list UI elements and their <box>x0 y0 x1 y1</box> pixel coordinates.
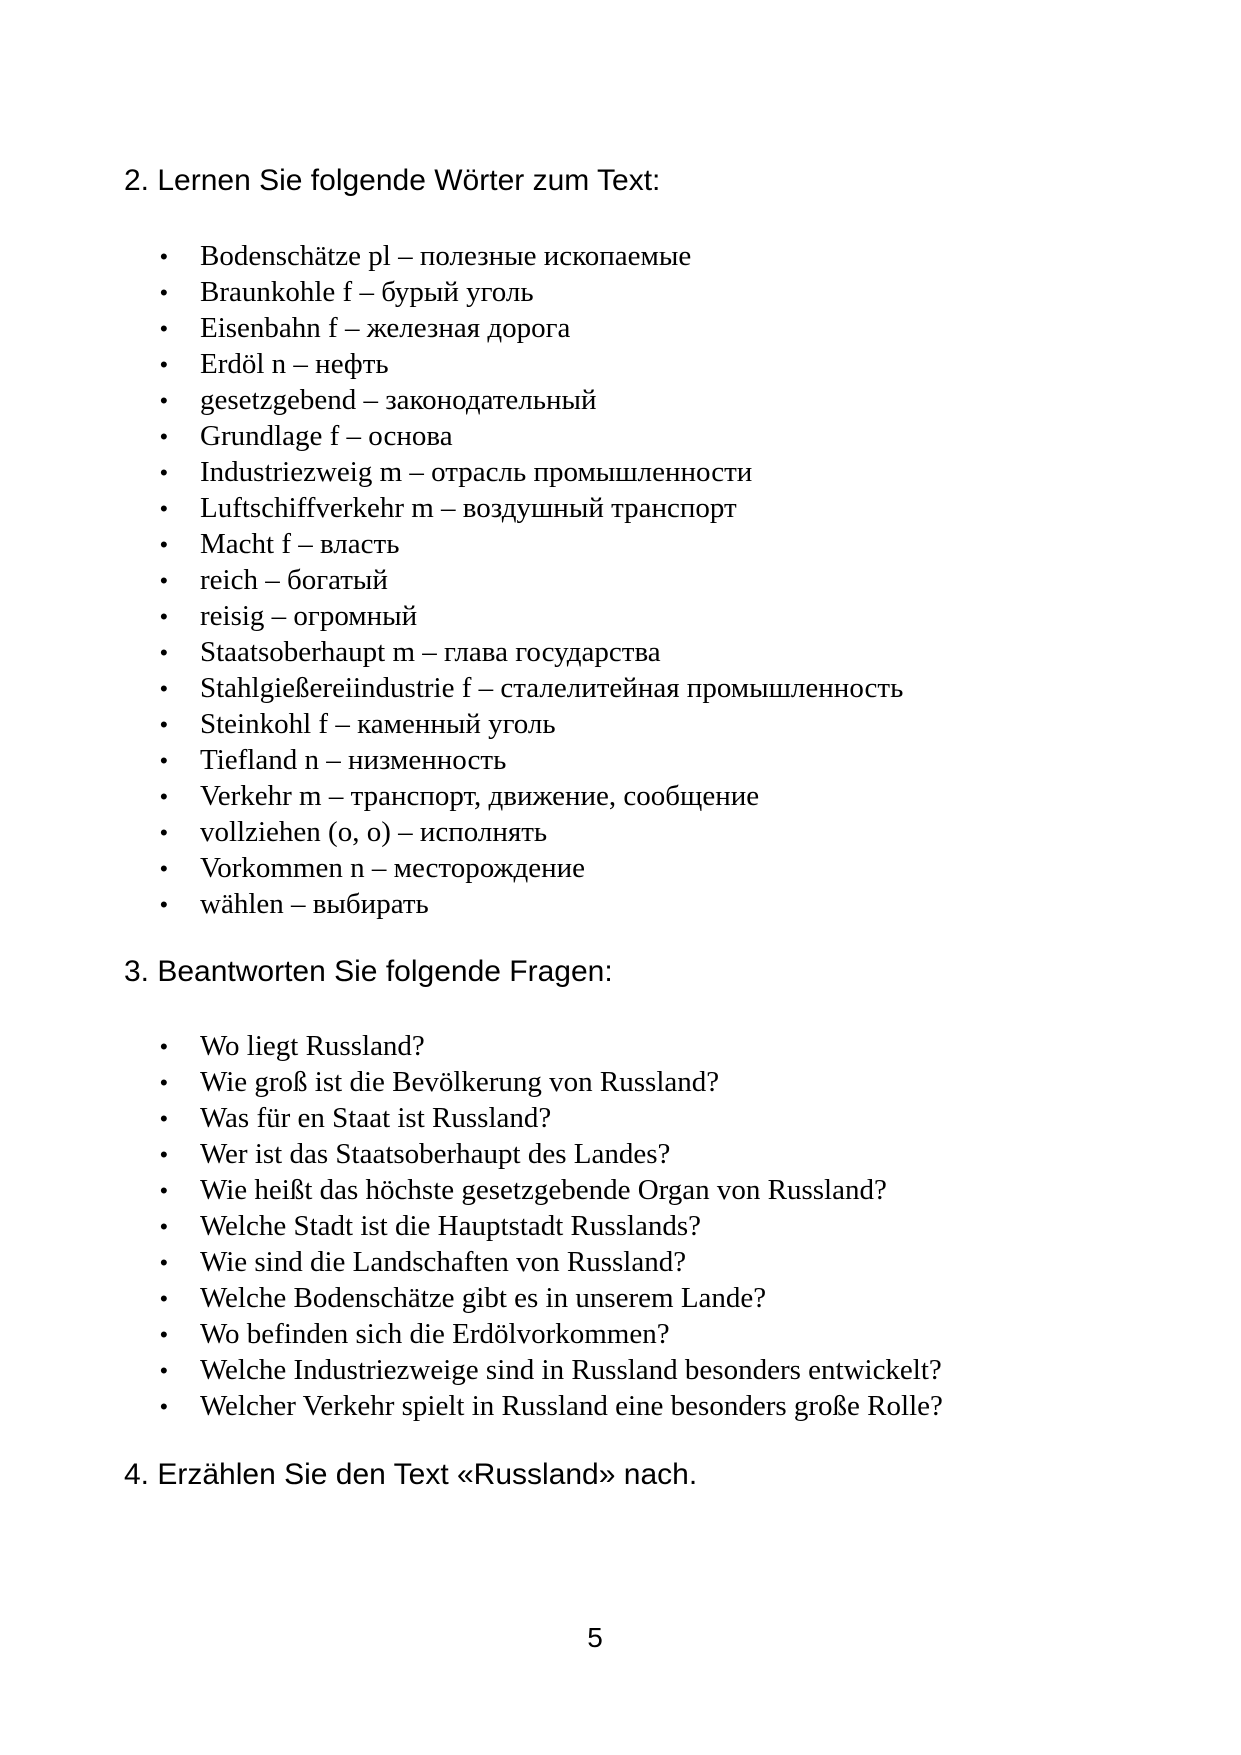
bullet-icon: • <box>160 1250 168 1275</box>
bullet-icon: • <box>160 748 168 773</box>
vocab-item-text: Vorkommen n – месторождение <box>200 852 586 884</box>
question-item-text: Wo liegt Russland? <box>200 1030 425 1062</box>
question-item-text: Wer ist das Staatsoberhaupt des Landes? <box>200 1138 671 1170</box>
vocab-item-text: Tiefland n – низменность <box>200 744 507 776</box>
question-item-text: Wie heißt das höchste gesetzgebende Organ von Russland? <box>200 1174 887 1206</box>
bullet-icon: • <box>160 244 168 269</box>
question-item-text: Wo befinden sich die Erdölvorkommen? <box>200 1318 670 1350</box>
bullet-icon: • <box>160 1178 168 1203</box>
bullet-icon: • <box>160 1106 168 1131</box>
vocab-item-text: Steinkohl f – каменный уголь <box>200 708 556 740</box>
bullet-icon: • <box>160 1322 168 1347</box>
bullet-icon: • <box>160 892 168 917</box>
bullet-icon: • <box>160 1394 168 1419</box>
bullet-icon: • <box>160 856 168 881</box>
vocab-item-text: wählen – выбирать <box>200 888 429 920</box>
bullet-icon: • <box>160 604 168 629</box>
bullet-icon: • <box>160 280 168 305</box>
bullet-icon: • <box>160 712 168 737</box>
vocab-item-text: Verkehr m – транспорт, движение, сообщение <box>200 780 760 812</box>
bullet-icon: • <box>160 568 168 593</box>
question-item-text: Wie sind die Landschaften von Russland? <box>200 1246 687 1278</box>
vocab-item-text: gesetzgebend – законодательный <box>200 384 597 416</box>
question-item-text: Wie groß ist die Bevölkerung von Russland? <box>200 1066 720 1098</box>
bullet-icon: • <box>160 532 168 557</box>
bullet-icon: • <box>160 460 168 485</box>
vocab-item-text: Macht f – власть <box>200 528 400 560</box>
bullet-icon: • <box>160 640 168 665</box>
bullet-icon: • <box>160 352 168 377</box>
vocab-item-text: Stahlgießereiindustrie f – сталелитейная промышленность <box>200 672 904 704</box>
question-item-text: Welcher Verkehr spielt in Russland eine besonders große Rolle? <box>200 1390 943 1422</box>
bullet-icon: • <box>160 820 168 845</box>
bullet-icon: • <box>160 388 168 413</box>
bullet-icon: • <box>160 1070 168 1095</box>
vocab-item-text: Braunkohle f – бурый уголь <box>200 276 534 308</box>
bullet-icon: • <box>160 1286 168 1311</box>
questions-heading: 3. Beantworten Sie folgende Fragen: <box>124 955 613 988</box>
bullet-icon: • <box>160 1358 168 1383</box>
vocab-item-text: reich – богатый <box>200 564 388 596</box>
question-item-text: Welche Stadt ist die Hauptstadt Russlands? <box>200 1210 702 1242</box>
bullet-icon: • <box>160 316 168 341</box>
question-item-text: Welche Industriezweige sind in Russland besonders entwickelt? <box>200 1354 942 1386</box>
bullet-icon: • <box>160 424 168 449</box>
vocab-item-text: Eisenbahn f – железная дорога <box>200 312 571 344</box>
vocab-item-text: Bodenschätze pl – полезные ископаемые <box>200 240 692 272</box>
retell-heading: 4. Erzählen Sie den Text «Russland» nach. <box>124 1458 698 1491</box>
vocab-item-text: vollziehen (o, o) – исполнять <box>200 816 548 848</box>
question-item-text: Welche Bodenschätze gibt es in unserem Lande? <box>200 1282 767 1314</box>
bullet-icon: • <box>160 784 168 809</box>
vocab-item-text: Staatsoberhaupt m – глава государства <box>200 636 661 668</box>
vocab-item-text: Luftschiffverkehr m – воздушный транспорт <box>200 492 737 524</box>
bullet-icon: • <box>160 1214 168 1239</box>
page-number: 5 <box>587 1622 603 1653</box>
bullet-icon: • <box>160 496 168 521</box>
vocab-heading: 2. Lernen Sie folgende Wörter zum Text: <box>124 164 661 197</box>
bullet-icon: • <box>160 1142 168 1167</box>
vocab-item-text: Erdöl n – нефть <box>200 348 389 380</box>
question-item-text: Was für en Staat ist Russland? <box>200 1102 552 1134</box>
vocab-item-text: Industriezweig m – отрасль промышленности <box>200 456 753 488</box>
vocab-item-text: Grundlage f – основа <box>200 420 453 452</box>
vocab-item-text: reisig – огромный <box>200 600 418 632</box>
bullet-icon: • <box>160 1034 168 1059</box>
bullet-icon: • <box>160 676 168 701</box>
